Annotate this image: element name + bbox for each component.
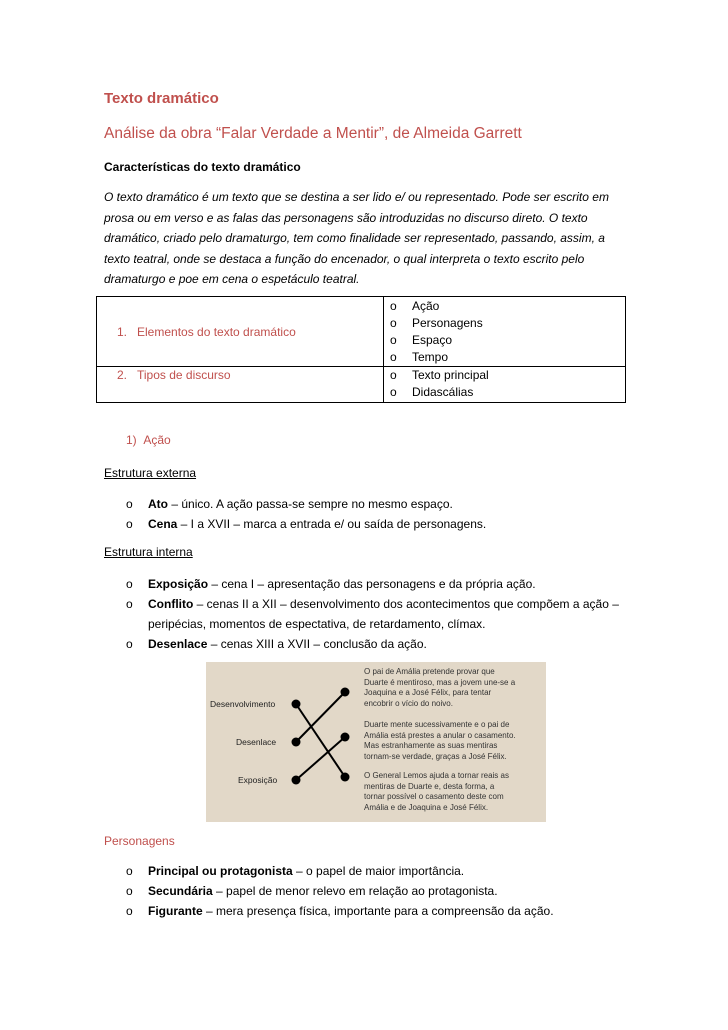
list-item: o Figurante – mera presença física, importante para a compreensão da ação.	[126, 901, 646, 921]
intro-line: O texto dramático é um texto que se destina a ser lido e/ ou representado. Pode ser escrito em	[104, 190, 609, 204]
figure-label: Desenlace	[236, 737, 277, 747]
bullet-icon: o	[126, 637, 133, 651]
row-number: 1.	[116, 324, 127, 339]
personagens-list	[126, 861, 646, 921]
bullet-icon: o	[126, 597, 133, 611]
bullet-icon: o	[390, 315, 397, 330]
dot-icon	[292, 776, 301, 785]
page-title: Texto dramático	[104, 90, 219, 107]
acao-heading	[126, 433, 171, 447]
intro-line: texto teatral, onde se destaca a função do encenador, o qual interpreta o texto escrito pelo	[104, 251, 585, 266]
list-item: Ação	[412, 298, 440, 313]
row-label: Tipos de discurso	[137, 368, 231, 382]
interna-list	[126, 574, 646, 654]
list-item-continuation: peripécias, momentos de espectativa, de retardamento, clímax.	[148, 617, 486, 631]
list-item: o Ato – único. A ação passa-se sempre no mesmo espaço.	[126, 494, 486, 514]
bullet-icon: o	[390, 349, 397, 364]
bullet-icon: o	[126, 884, 133, 898]
intro-line: dramático, criado pelo dramaturgo, tem como finalidade ser representado, passando, assim, a	[104, 231, 605, 245]
list-item: o Exposição – cena I – apresentação das personagens e da própria ação.	[126, 574, 646, 594]
list-item: Didascálias	[412, 385, 474, 399]
figure-text: Duarte mente sucessivamente e o pai de Amália está prestes a anular o casamento. Mas estranhamente as suas mentiras tornam-se verdade, graças a José Félix.	[364, 720, 516, 761]
section-number: 1)	[126, 433, 137, 447]
figure-label: Exposição	[238, 775, 278, 785]
row-number: 2.	[116, 368, 127, 382]
externa-list	[126, 494, 486, 534]
intro-line: prosa ou em verso e as falas das personagens são introduzidas no discurso direto. O texto	[104, 210, 588, 225]
list-item: Tempo	[412, 349, 449, 364]
dot-icon	[292, 738, 301, 747]
page-subtitle: Análise da obra “Falar Verdade a Mentir”, de Almeida Garrett	[104, 125, 522, 142]
table-row	[97, 367, 626, 403]
elements-table	[96, 296, 626, 403]
dot-icon	[341, 733, 350, 742]
section-label: Ação	[143, 433, 171, 447]
dot-icon	[341, 688, 350, 697]
figure-text: O General Lemos ajuda a tornar reais as mentiras de Duarte e, desta forma, a tornar possível o casamento deste com Amália e de Joaquina e José Félix.	[364, 771, 509, 812]
bullet-icon: o	[126, 577, 133, 591]
list-item: o Secundária – papel de menor relevo em relação ao protagonista.	[126, 881, 646, 901]
bullet-icon: o	[390, 385, 397, 399]
table-row	[97, 297, 626, 367]
list-item: o Desenlace – cenas XIII a XVII – conclusão da ação.	[126, 634, 646, 654]
bullet-icon: o	[126, 497, 133, 511]
list-item: o Principal ou protagonista – o papel de maior importância.	[126, 861, 646, 881]
list-item: o Cena – I a XVII – marca a entrada e/ ou saída de personagens.	[126, 514, 486, 534]
list-item: Personagens	[412, 315, 483, 330]
list-item: Espaço	[412, 332, 453, 347]
structure-figure	[206, 662, 546, 822]
row-label: Elementos do texto dramático	[137, 324, 296, 339]
figure-text: O pai de Amália pretende provar que Duarte é mentiroso, mas a jovem une-se a Joaquina e a José Félix, para tentar encobrir o vício do noivo.	[364, 667, 516, 708]
bullet-icon: o	[126, 517, 133, 531]
intro-line: dramaturgo e poe em cena o espetáculo teatral.	[104, 272, 360, 286]
section-heading: Características do texto dramático	[104, 160, 301, 174]
dot-icon	[341, 773, 350, 782]
intro-paragraph	[104, 187, 624, 290]
figure-label: Desenvolvimento	[210, 699, 276, 709]
estrutura-interna-heading: Estrutura interna	[104, 545, 193, 559]
bullet-icon: o	[126, 864, 133, 878]
list-item: Texto principal	[412, 368, 489, 382]
bullet-icon: o	[126, 904, 133, 918]
bullet-icon: o	[390, 368, 397, 382]
bullet-icon: o	[390, 298, 397, 313]
estrutura-externa-heading: Estrutura externa	[104, 466, 197, 480]
bullet-icon: o	[390, 332, 397, 347]
dot-icon	[292, 700, 301, 709]
personagens-heading: Personagens	[104, 834, 175, 848]
list-item: o Conflito – cenas II a XII – desenvolvimento dos acontecimentos que compõem a ação –	[126, 594, 646, 614]
